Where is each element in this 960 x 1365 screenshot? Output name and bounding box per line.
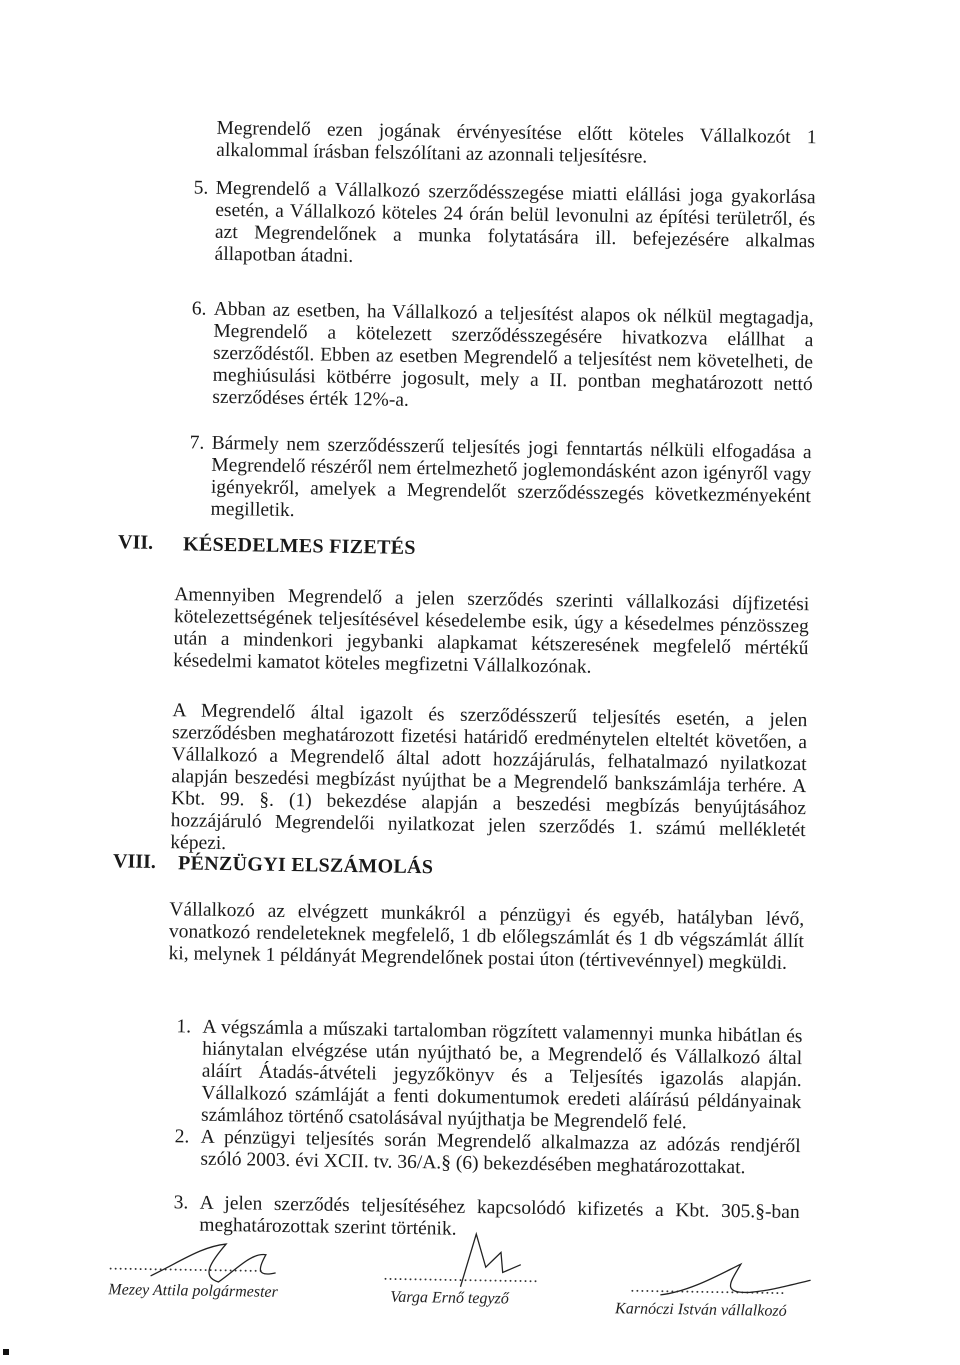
item-text: A pénzügyi teljesítés során Megrendelő alkalmazza az adózás rendjéről szóló 2003. évi XCII. tv. 36/A.§ (6) bekezdésében meghatározottakat. xyxy=(200,1126,801,1179)
item-text: Megrendelő a Vállalkozó szerződésszegése miatti elállási joga gyakorlása esetén, a Vállalkozó köteles 24 órán belül levonulni az építési területről, és azt Megrendelőnek a munka folytatására ill. befejezésére alkalmas állapotban átadni. xyxy=(214,177,816,267)
item-number: 5. xyxy=(193,177,209,199)
body-paragraph: Vállalkozó az elvégzett munkákról a pénzügyi és egyéb, hatályban lévő, vonatkozó rendeleteknek megfelelő, 1 db előlegszámlát és 1 db végszámlát állít ki, melynek 1 példányát Megrendelőnek postai úton (tértivevénnyel) megküldi. xyxy=(168,899,805,974)
signature-mark xyxy=(430,1221,551,1293)
signature-caption: Karnóczi István vállalkozó xyxy=(614,1300,787,1320)
item-text: Bármely nem szerződésszerű teljesítés jogi fenntartás nélküli elfogadása a Megrendelő részéről nem értelmezhető joglemondásként azon igényről vagy igényekről, amelyek a Megrendelőt szerződésszegés következményeként megilletik. xyxy=(210,432,812,522)
item-number: 3. xyxy=(173,1192,189,1214)
item-number: 2. xyxy=(174,1126,190,1148)
signature-caption: Varga Ernő tegyző xyxy=(390,1288,509,1308)
item-text: Abban az esetben, ha Vállalkozó a teljesítést alapos ok nélkül megtagadja, Megrendelő a kötelezett szerződésszegésére hivatkozva elállhat a szerződéstől. Ebben az esetben Megrendelő a teljesítést nem követelheti, de meghiúsulási kötbérre jogosult, mely a II. pontban meghatározott nettó szerződéses érték 12%-a. xyxy=(212,298,814,411)
signature-line: ............................... xyxy=(383,1266,539,1286)
item-text: A jelen szerződés teljesítéséhez kapcsolódó kifizetés a Kbt. 305.§-ban meghatározottak szerint történik. xyxy=(199,1192,800,1240)
signature-line: ............................... xyxy=(108,1256,264,1276)
body-paragraph: A Megrendelő által igazolt és szerződésszerű teljesítés esetén, a jelen szerződésben meghatározott fizetési határidő eredménytelen elteltét követően, a Vállalkozó a Megrendelő által adott hozzájárulás, felhatalmazó nyilatkozat alapján beszedési megbízást nyújthat be a Megrendelő bankszámlája terhére. A Kbt. 99. §. (1) bekezdése alapján a beszedési megbízás benyújtásához hozzájáruló Megrendelői nyilatkozat jelen szerződés 1. számú mellékletét képezi. xyxy=(170,700,808,855)
section-number: VIII. xyxy=(112,850,157,873)
item-number: 6. xyxy=(191,298,207,320)
body-paragraph: Amennyiben Megrendelő a jelen szerződés szerinti vállalkozási díjfizetési kötelezettségének teljesítésével késedelembe esik, úgy a késedelmes pénzösszeg után a mindenkori jegybanki alapkamat kétszeresének megfelelő mértékű késedelmi kamatot köteles megfizetni Vállalkozónak. xyxy=(173,584,810,678)
signature-line: ............................... xyxy=(630,1278,786,1298)
item-number: 7. xyxy=(189,432,205,454)
scan-mark xyxy=(3,1349,9,1355)
intro-paragraph: Megrendelő ezen jogának érvényesítése előtt köteles Vállalkozót 1 alkalommal írásban felszólítani az azonnali teljesítésre. xyxy=(216,117,817,168)
item-number: 1. xyxy=(176,1016,192,1038)
item-text: A végszámla a műszaki tartalomban rögzített valamennyi munka hibátlan és hiánytalan elvégzése után nyújtható be, a Megrendelő és Vállalkozó által aláírt Átadás-átvételi jegyzőkönyv és a Teljesítés igazolás alapján. Vállalkozó számláját a fenti dokumentumok eredeti aláírású példányainak számlához történő csatolásával nyújthatja be Megrendelő felé. xyxy=(200,1016,803,1134)
section-title: PÉNZÜGYI ELSZÁMOLÁS xyxy=(177,852,434,879)
section-title: KÉSEDELMES FIZETÉS xyxy=(182,533,416,559)
signature-caption: Mezey Attila polgármester xyxy=(108,1281,278,1301)
section-number: VII. xyxy=(117,531,154,554)
